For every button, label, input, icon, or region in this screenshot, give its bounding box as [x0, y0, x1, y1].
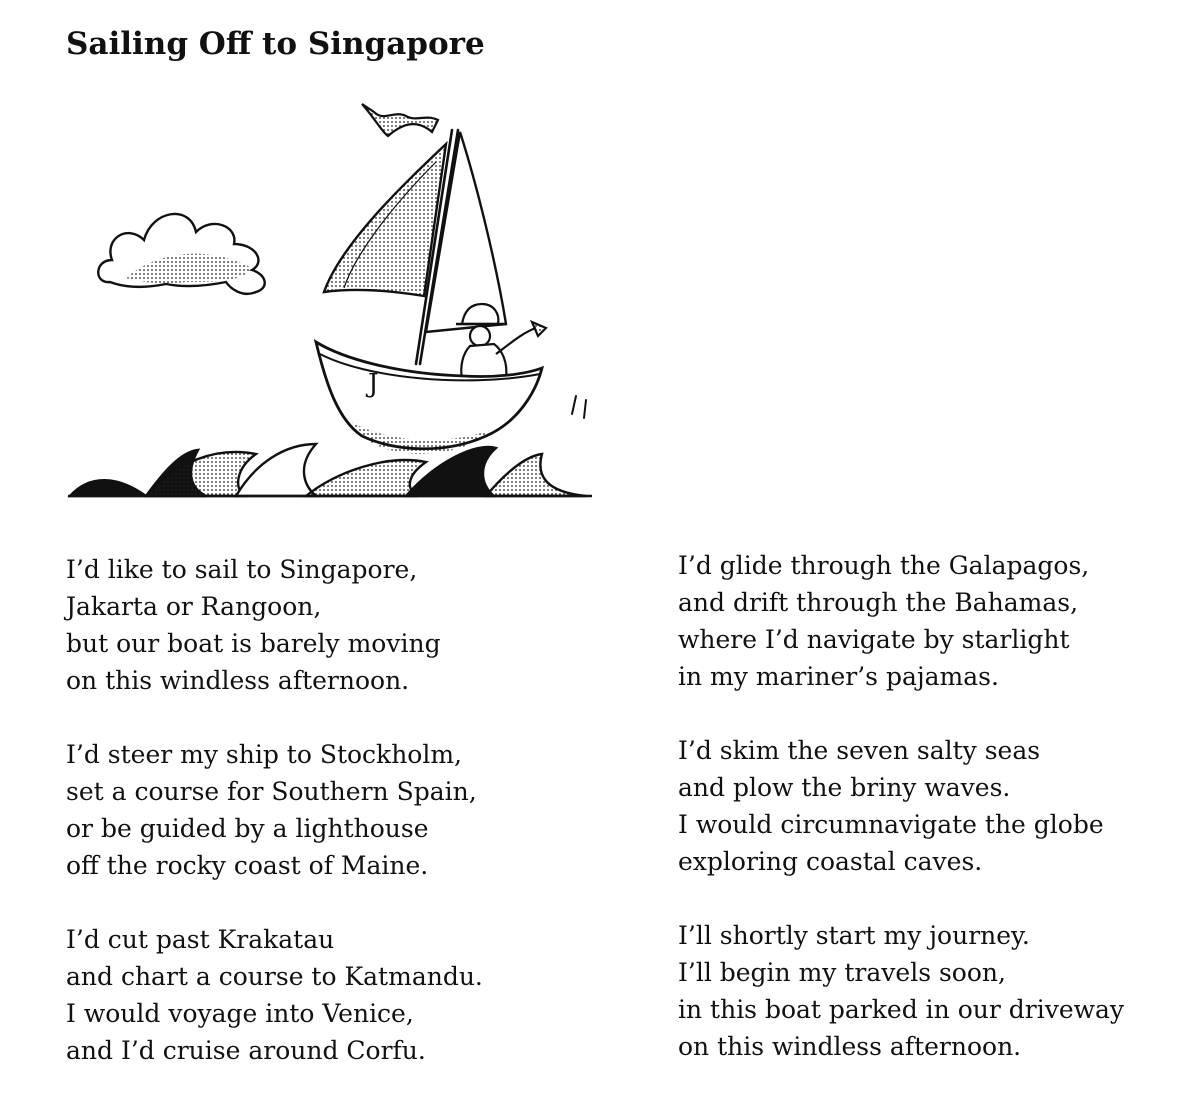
stanza [678, 917, 1200, 1065]
cloud-shading [126, 254, 252, 284]
poem-line: I’d glide through the Galapagos, [678, 551, 1090, 580]
poem-line: on this windless afternoon. [678, 1032, 1022, 1061]
right-column [678, 547, 1200, 1065]
poem-line: off the rocky coast of Maine. [66, 851, 429, 880]
poem-title: Sailing Off to Singapore [66, 26, 485, 62]
poem-line: where I’d navigate by starlight [678, 625, 1070, 654]
stanza [66, 736, 596, 884]
poem-line: I’ll begin my travels soon, [678, 958, 1006, 987]
poem-line: in this boat parked in our driveway [678, 995, 1125, 1024]
poem-line: on this windless afternoon. [66, 666, 410, 695]
stanza [66, 921, 596, 1069]
stanza [66, 551, 596, 699]
hull-letter: J [368, 369, 379, 399]
poem-line: I’d steer my ship to Stockholm, [66, 740, 463, 769]
left-column [66, 551, 596, 1069]
poem-line: and plow the briny waves. [678, 773, 1011, 802]
poem-line: exploring coastal caves. [678, 847, 983, 876]
poem-line: but our boat is barely moving [66, 629, 441, 658]
poem-line: I’d like to sail to Singapore, [66, 555, 418, 584]
poem-line: I would voyage into Venice, [66, 999, 414, 1028]
poem-line: I’ll shortly start my journey. [678, 921, 1030, 950]
poem-line: and drift through the Bahamas, [678, 588, 1079, 617]
poem-line: or be guided by a lighthouse [66, 814, 429, 843]
pennant-flag-icon [362, 104, 438, 136]
stanza [678, 732, 1200, 880]
ocean-waves [68, 444, 592, 496]
poem-line: I would circumnavigate the globe [678, 810, 1104, 839]
stanza [678, 547, 1200, 695]
poem-line: and I’d cruise around Corfu. [66, 1036, 426, 1065]
sailboat-illustration [66, 92, 596, 510]
poem-line: set a course for Southern Spain, [66, 777, 477, 806]
boat-hull [316, 342, 542, 449]
poem-line: and chart a course to Katmandu. [66, 962, 483, 991]
motion-lines [572, 396, 586, 418]
poem-line: I’d skim the seven salty seas [678, 736, 1041, 765]
poem-line: in my mariner’s pajamas. [678, 662, 999, 691]
poem-line: Jakarta or Rangoon, [66, 592, 322, 621]
poem-line: I’d cut past Krakatau [66, 925, 335, 954]
